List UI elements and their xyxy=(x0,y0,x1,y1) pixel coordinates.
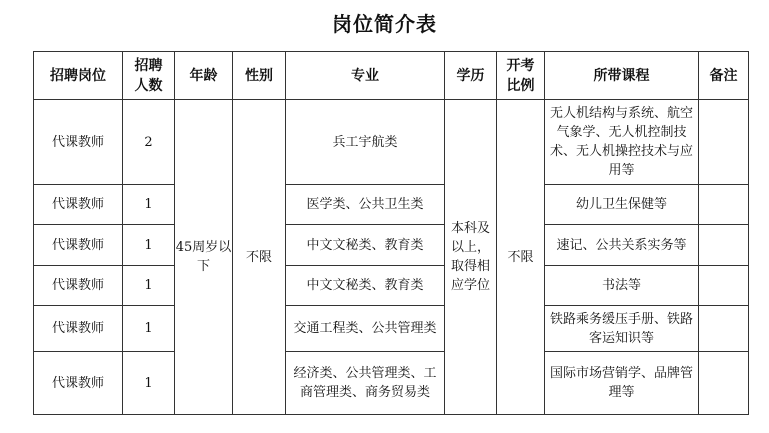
table-row xyxy=(34,225,749,266)
cell-courses: 幼儿卫生保健等 xyxy=(545,185,699,225)
cell-count: 2 xyxy=(123,100,175,185)
cell-count: 1 xyxy=(123,225,175,266)
table-row xyxy=(34,185,749,225)
cell-ratio-shared: 不限 xyxy=(497,100,545,415)
cell-education-shared: 本科及以上，取得相应学位 xyxy=(445,100,497,415)
cell-notes xyxy=(699,266,749,306)
header-age: 年龄 xyxy=(175,52,233,100)
cell-major: 医学类、公共卫生类 xyxy=(286,185,445,225)
header-gender: 性别 xyxy=(233,52,286,100)
cell-notes xyxy=(699,352,749,415)
cell-position: 代课教师 xyxy=(34,306,123,352)
table-row xyxy=(34,266,749,306)
cell-courses: 速记、公共关系实务等 xyxy=(545,225,699,266)
cell-courses: 铁路乘务缓压手册、铁路客运知识等 xyxy=(545,306,699,352)
cell-position: 代课教师 xyxy=(34,225,123,266)
cell-count: 1 xyxy=(123,185,175,225)
header-position: 招聘岗位 xyxy=(34,52,123,100)
table-row xyxy=(34,352,749,415)
cell-position: 代课教师 xyxy=(34,266,123,306)
cell-count: 1 xyxy=(123,352,175,415)
cell-position: 代课教师 xyxy=(34,352,123,415)
cell-notes xyxy=(699,225,749,266)
cell-major: 经济类、公共管理类、工商管理类、商务贸易类 xyxy=(286,352,445,415)
cell-gender-shared: 不限 xyxy=(233,100,286,415)
position-table xyxy=(33,51,749,415)
cell-major: 中文文秘类、教育类 xyxy=(286,225,445,266)
cell-major: 中文文秘类、教育类 xyxy=(286,266,445,306)
header-ratio: 开考比例 xyxy=(497,52,545,100)
cell-courses: 无人机结构与系统、航空气象学、无人机控制技术、无人机操控技术与应用等 xyxy=(545,100,699,185)
cell-position: 代课教师 xyxy=(34,100,123,185)
cell-courses: 国际市场营销学、品牌管理等 xyxy=(545,352,699,415)
header-notes: 备注 xyxy=(699,52,749,100)
table-row xyxy=(34,306,749,352)
cell-notes xyxy=(699,185,749,225)
cell-notes xyxy=(699,100,749,185)
header-count: 招聘人数 xyxy=(123,52,175,100)
header-courses: 所带课程 xyxy=(545,52,699,100)
cell-major: 交通工程类、公共管理类 xyxy=(286,306,445,352)
header-row xyxy=(34,52,749,100)
cell-count: 1 xyxy=(123,306,175,352)
cell-major: 兵工宇航类 xyxy=(286,100,445,185)
cell-count: 1 xyxy=(123,266,175,306)
page-title: 岗位简介表 xyxy=(332,12,437,36)
cell-position: 代课教师 xyxy=(34,185,123,225)
cell-age-shared: 45周岁以下 xyxy=(175,100,233,415)
cell-courses: 书法等 xyxy=(545,266,699,306)
header-major: 专业 xyxy=(286,52,445,100)
header-education: 学历 xyxy=(445,52,497,100)
cell-notes xyxy=(699,306,749,352)
table-row xyxy=(34,100,749,185)
